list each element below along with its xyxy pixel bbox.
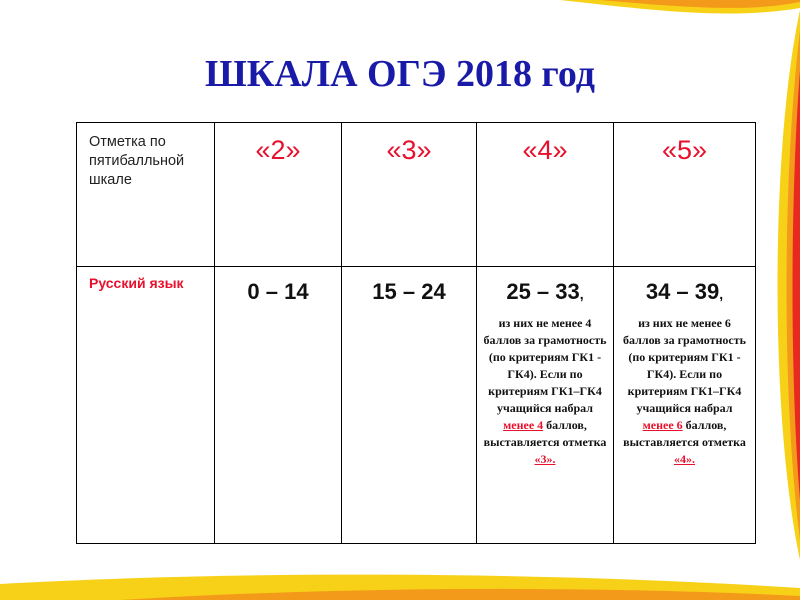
- grade-3: «3»: [386, 135, 432, 165]
- grade-2: «2»: [255, 135, 301, 165]
- range-cell-3: [342, 267, 477, 544]
- range-grade-5-wrap: [614, 267, 755, 305]
- note4-text-b: баллов, выставляется отметка: [483, 418, 607, 449]
- range-grade-5: 34 – 39: [645, 279, 720, 304]
- note4-text-a: из них не менее 4 баллов за грамотность (по критериям ГК1 - ГК4). Если по критериям ГК1–ГК4 учащийся набрал: [483, 316, 607, 415]
- table-subject-row: [77, 267, 756, 544]
- slide-title: ШКАЛА ОГЭ 2018 год: [205, 53, 595, 95]
- header-label: Отметка по пятибалльной шкале: [89, 134, 185, 188]
- grade-4: «4»: [522, 135, 568, 165]
- subject-label: Русский язык: [89, 275, 184, 291]
- range-grade-5-comma: ,: [719, 286, 724, 302]
- note5-highlight-b: «4».: [674, 452, 695, 466]
- range-cell-2: [215, 267, 342, 544]
- grade-cell-4: [477, 123, 614, 267]
- range-grade-3: 15 – 24: [372, 279, 446, 304]
- note-grade-4: [477, 305, 613, 468]
- table-header-row: [77, 123, 756, 267]
- note4-highlight-a: менее 4: [503, 418, 544, 432]
- grade-cell-3: [342, 123, 477, 267]
- note5-highlight-a: менее 6: [642, 418, 683, 432]
- range-cell-4: [477, 267, 614, 544]
- grade-scale-table: [76, 122, 756, 544]
- note5-text-a: из них не менее 6 баллов за грамотность (по критериям ГК1 - ГК4). Если по критериям ГК1–ГК4 учащийся набрал: [623, 316, 746, 415]
- note4-highlight-b: «3».: [534, 452, 556, 466]
- range-cell-5: [614, 267, 756, 544]
- grade-cell-2: [215, 123, 342, 267]
- note-grade-5: [614, 305, 755, 468]
- grade-cell-5: [614, 123, 756, 267]
- grade-5: «5»: [661, 135, 708, 165]
- range-grade-4: 25 – 33: [506, 279, 580, 304]
- range-grade-2: 0 – 14: [247, 279, 309, 304]
- header-label-cell: [77, 123, 215, 267]
- range-grade-4-comma: ,: [579, 286, 584, 302]
- note5-text-b: баллов, выставляется отметка: [623, 418, 746, 449]
- subject-cell: [77, 267, 215, 544]
- range-grade-4-wrap: [477, 267, 613, 305]
